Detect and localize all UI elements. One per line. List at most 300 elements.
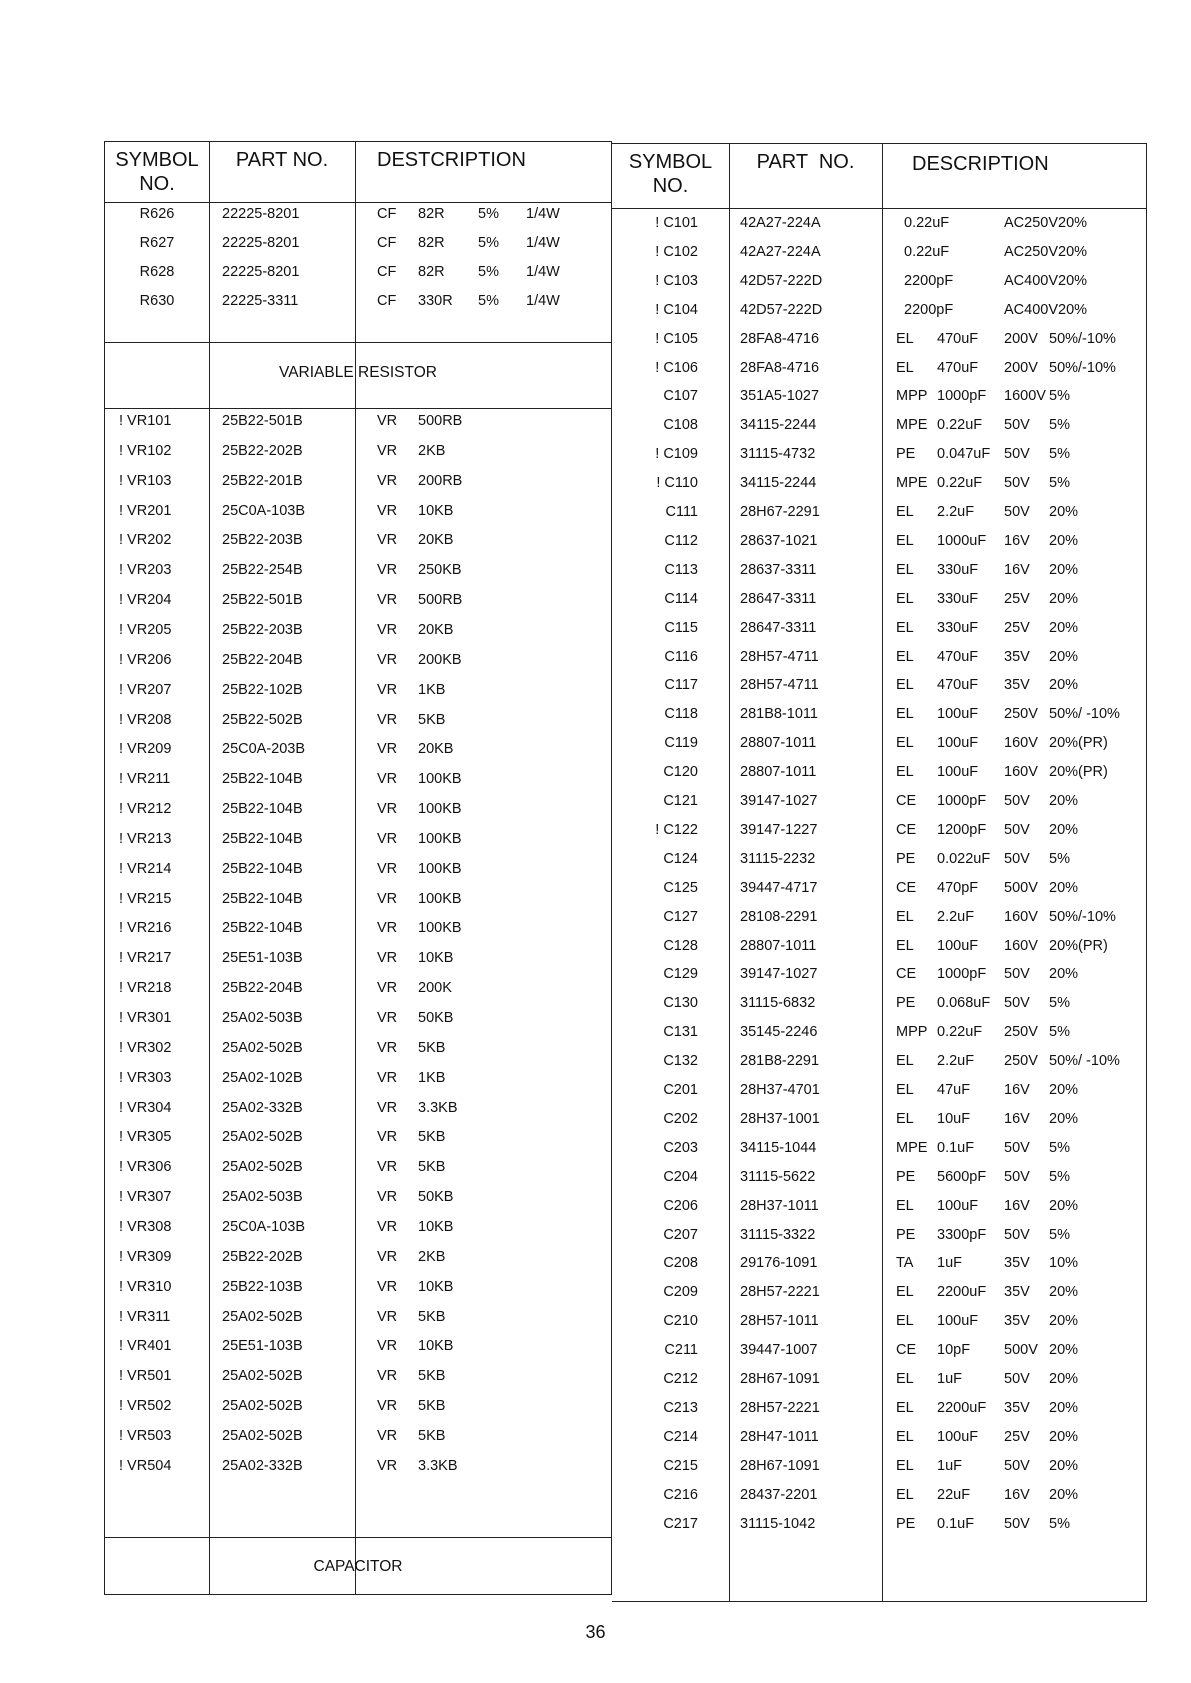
- desc-tolerance-cell: 20%: [1049, 677, 1079, 694]
- part-no-cell: 25A02-502B: [222, 1039, 303, 1056]
- desc-value-cell: 0.22uF: [937, 417, 983, 434]
- desc-value-cell: 0.22uF: [937, 475, 983, 492]
- symbol-cell: ! VR206: [119, 651, 172, 668]
- column-divider: [355, 142, 356, 1594]
- desc-type-cell: CE: [896, 1342, 917, 1359]
- desc-value-cell: 0.047uF: [937, 446, 991, 463]
- part-no-cell: 25B22-203B: [222, 621, 303, 638]
- section-variable-resistor: VARIABLE RESISTOR: [279, 364, 437, 381]
- desc-value-cell: 2200uF: [937, 1284, 987, 1301]
- desc-value-cell: 100uF: [937, 706, 979, 723]
- symbol-cell: ! C122: [655, 821, 698, 838]
- symbol-cell: C206: [663, 1197, 698, 1214]
- desc-tolerance-cell: 50%/-10%: [1049, 330, 1116, 347]
- desc-tolerance-cell: 50%/-10%: [1049, 359, 1116, 376]
- desc-value-cell: 0.068uF: [937, 995, 991, 1012]
- symbol-cell: C204: [663, 1168, 698, 1185]
- desc-type-cell: VR: [377, 1129, 398, 1146]
- desc-type-cell: EL: [896, 1371, 914, 1387]
- desc-voltage-cell: 50V: [1004, 1139, 1030, 1156]
- desc-type-cell: EL: [896, 1082, 914, 1098]
- desc-voltage-cell: 50V: [1004, 1168, 1030, 1185]
- symbol-cell: C129: [663, 966, 698, 983]
- desc-type-cell: VR: [377, 860, 398, 877]
- desc-value-cell: 5KB: [418, 1398, 446, 1415]
- desc-type-cell: VR: [377, 442, 398, 459]
- desc-value-cell: 10KB: [418, 1278, 454, 1295]
- desc-type-cell: VR: [377, 830, 398, 847]
- part-no-cell: 25A02-102B: [222, 1069, 303, 1086]
- part-no-cell: 28H67-2291: [740, 504, 820, 520]
- desc-value-cell: 100KB: [418, 771, 462, 788]
- part-no-cell: 42A27-224A: [740, 215, 821, 231]
- symbol-cell: C116: [664, 648, 698, 665]
- part-no-cell: 28807-1011: [740, 735, 817, 752]
- part-no-cell: 25B22-102B: [222, 681, 303, 698]
- desc-tolerance-cell: 20%: [1049, 648, 1079, 665]
- desc-voltage-cell: 35V: [1004, 1255, 1030, 1272]
- right-parts-table: [612, 143, 1147, 1602]
- part-no-cell: 28108-2291: [740, 908, 818, 925]
- desc-type-cell: VR: [377, 920, 398, 937]
- part-no-cell: 25B22-104B: [222, 771, 303, 788]
- desc-value-cell: 100KB: [418, 860, 462, 877]
- desc-tolerance-cell: 20%: [1049, 532, 1079, 549]
- desc-value-cell: 470uF: [937, 677, 979, 694]
- desc-voltage-cell: 500V: [1004, 879, 1038, 896]
- desc-rating-cell: 1/4W: [526, 264, 560, 280]
- desc-voltage-cell: 25V: [1004, 590, 1030, 607]
- part-no-cell: 28637-3311: [740, 561, 817, 578]
- part-no-cell: 28H37-4701: [740, 1082, 820, 1098]
- desc-value-cell: 100KB: [418, 920, 462, 937]
- part-no-cell: 25B22-104B: [222, 830, 303, 847]
- desc-type-cell: EL: [896, 648, 914, 665]
- part-no-cell: 25B22-104B: [222, 920, 303, 937]
- desc-rating-cell: AC400V20%: [1004, 301, 1088, 318]
- part-no-cell: 25E51-103B: [222, 1338, 303, 1355]
- desc-type-cell: CF: [377, 264, 397, 280]
- desc-voltage-cell: 35V: [1004, 648, 1030, 665]
- part-no-cell: 25C0A-103B: [222, 1218, 306, 1235]
- desc-voltage-cell: 35V: [1004, 1313, 1030, 1330]
- part-no-cell: 28H57-2221: [740, 1284, 820, 1301]
- desc-value-cell: 1200pF: [937, 821, 987, 838]
- part-no-cell: 25A02-332B: [222, 1099, 303, 1116]
- desc-type-cell: VR: [377, 771, 398, 788]
- desc-tolerance-cell: 20%: [1049, 1313, 1079, 1330]
- desc-type-cell: EL: [896, 590, 914, 607]
- part-no-cell: 25B22-501B: [222, 413, 303, 429]
- desc-type-cell: PE: [896, 1168, 916, 1185]
- desc-voltage-cell: 25V: [1004, 1428, 1030, 1445]
- desc-type-cell: VR: [377, 890, 398, 907]
- desc-value-cell: 5KB: [418, 1427, 446, 1444]
- desc-type-cell: VR: [377, 1159, 398, 1176]
- desc-voltage-cell: 50V: [1004, 475, 1030, 492]
- desc-type-cell: VR: [377, 801, 398, 818]
- desc-type-cell: EL: [896, 937, 914, 954]
- desc-value-cell: 0.22uF: [937, 1024, 983, 1041]
- desc-type-cell: VR: [377, 1010, 398, 1026]
- desc-value-cell: 3300pF: [937, 1226, 987, 1243]
- desc-type-cell: VR: [377, 1189, 398, 1206]
- desc-value-cell: 5KB: [418, 1308, 446, 1325]
- symbol-cell: ! VR502: [119, 1398, 172, 1415]
- desc-value-cell: 500RB: [418, 413, 463, 429]
- symbol-cell: ! VR211: [119, 771, 171, 788]
- section-divider: [105, 342, 611, 343]
- section-divider: [105, 408, 611, 409]
- part-no-cell: 25B22-203B: [222, 532, 303, 549]
- symbol-cell: R630: [139, 293, 175, 309]
- desc-voltage-cell: 16V: [1004, 1197, 1030, 1214]
- desc-value-cell: 2200uF: [937, 1399, 987, 1416]
- desc-type-cell: VR: [377, 741, 398, 758]
- header-divider: [612, 208, 1146, 209]
- part-no-cell: 28H37-1001: [740, 1110, 820, 1127]
- symbol-cell: C209: [663, 1284, 698, 1301]
- desc-value-cell: 50KB: [418, 1189, 454, 1206]
- symbol-cell: C119: [664, 735, 698, 752]
- part-no-cell: 34115-1044: [740, 1139, 817, 1156]
- symbol-cell: C107: [663, 388, 698, 405]
- symbol-cell: ! VR309: [119, 1248, 172, 1265]
- symbol-cell: ! VR217: [119, 950, 172, 967]
- part-no-cell: 25B22-103B: [222, 1278, 303, 1295]
- part-no-cell: 25A02-503B: [222, 1010, 303, 1026]
- symbol-cell: C201: [663, 1082, 698, 1098]
- desc-type-cell: TA: [896, 1255, 914, 1272]
- part-no-cell: 22225-8201: [222, 206, 300, 222]
- desc-value-cell: 100uF: [937, 1428, 979, 1445]
- part-no-cell: 34115-2244: [740, 475, 817, 492]
- desc-voltage-cell: 160V: [1004, 937, 1038, 954]
- desc-type-cell: EL: [896, 1197, 914, 1214]
- desc-value-cell: 500RB: [418, 592, 463, 609]
- desc-value-cell: 10KB: [418, 1218, 454, 1235]
- desc-type-cell: VR: [377, 1248, 398, 1265]
- symbol-cell: ! VR504: [119, 1457, 172, 1474]
- desc-value-cell: 3.3KB: [418, 1099, 458, 1116]
- desc-voltage-cell: 50V: [1004, 1457, 1030, 1474]
- desc-voltage-cell: 250V: [1004, 1024, 1038, 1041]
- symbol-cell: C114: [664, 590, 698, 607]
- desc-type-cell: PE: [896, 850, 916, 867]
- desc-tolerance-cell: 20%: [1049, 1342, 1079, 1359]
- desc-value-cell: 470pF: [937, 879, 979, 896]
- desc-tolerance-cell: 50%/ -10%: [1049, 1053, 1120, 1070]
- symbol-cell: R627: [139, 235, 175, 251]
- desc-value-cell: 82R: [418, 235, 445, 251]
- desc-type-cell: VR: [377, 980, 398, 997]
- part-no-cell: 39147-1027: [740, 966, 818, 983]
- desc-tolerance-cell: 5%: [1049, 417, 1070, 434]
- desc-type-cell: VR: [377, 1427, 398, 1444]
- desc-value-cell: 1000pF: [937, 388, 987, 405]
- desc-tolerance-cell: 20%(PR): [1049, 735, 1108, 752]
- header-part-no: PART NO.: [235, 149, 329, 171]
- desc-value-cell: 5600pF: [937, 1168, 987, 1185]
- desc-value-cell: 5KB: [418, 1159, 446, 1176]
- symbol-cell: ! VR308: [119, 1218, 172, 1235]
- desc-tolerance-cell: 20%: [1049, 1399, 1079, 1416]
- symbol-cell: ! VR307: [119, 1189, 172, 1206]
- desc-voltage-cell: 16V: [1004, 1486, 1030, 1503]
- desc-type-cell: EL: [896, 764, 914, 781]
- desc-tolerance-cell: 20%(PR): [1049, 937, 1108, 954]
- part-no-cell: 29176-1091: [740, 1255, 818, 1272]
- symbol-cell: ! C106: [655, 359, 698, 376]
- desc-value-cell: 1000uF: [937, 532, 987, 549]
- symbol-cell: C120: [663, 764, 698, 781]
- desc-type-cell: EL: [896, 677, 914, 694]
- part-no-cell: 25C0A-103B: [222, 502, 306, 519]
- part-no-cell: 281B8-2291: [740, 1053, 820, 1070]
- desc-voltage-cell: 160V: [1004, 764, 1038, 781]
- part-no-cell: 25B22-204B: [222, 651, 303, 668]
- part-no-cell: 28437-2201: [740, 1486, 818, 1503]
- desc-type-cell: VR: [377, 413, 398, 429]
- symbol-cell: ! C101: [655, 215, 698, 231]
- part-no-cell: 25B22-502B: [222, 711, 303, 728]
- desc-type-cell: EL: [896, 706, 914, 723]
- desc-type-cell: VR: [377, 1308, 398, 1325]
- column-divider: [729, 144, 730, 1601]
- desc-tolerance-cell: 20%: [1049, 1082, 1079, 1098]
- desc-type-cell: PE: [896, 1515, 916, 1532]
- desc-type-cell: MPE: [896, 417, 928, 434]
- desc-voltage-cell: 250V: [1004, 706, 1038, 723]
- desc-tolerance-cell: 5%: [478, 206, 499, 222]
- desc-value-cell: 2200pF: [904, 272, 954, 289]
- desc-value-cell: 2.2uF: [937, 908, 975, 925]
- desc-type-cell: EL: [896, 330, 914, 347]
- desc-value-cell: 100KB: [418, 830, 462, 847]
- section-divider: [105, 1537, 611, 1538]
- part-no-cell: 31115-4732: [740, 446, 816, 463]
- desc-tolerance-cell: 20%: [1049, 504, 1079, 520]
- part-no-cell: 25B22-104B: [222, 801, 303, 818]
- desc-value-cell: 5KB: [418, 711, 446, 728]
- symbol-cell: C128: [663, 937, 698, 954]
- desc-value-cell: 470uF: [937, 330, 979, 347]
- part-no-cell: 28H47-1011: [740, 1428, 819, 1445]
- desc-voltage-cell: 50V: [1004, 417, 1030, 434]
- symbol-cell: ! VR201: [119, 502, 172, 519]
- symbol-cell: ! VR103: [119, 472, 172, 489]
- desc-rating-cell: AC250V20%: [1004, 215, 1088, 231]
- desc-value-cell: 470uF: [937, 359, 979, 376]
- part-no-cell: 28H37-1011: [740, 1197, 819, 1214]
- symbol-cell: C115: [664, 619, 698, 636]
- desc-type-cell: VR: [377, 621, 398, 638]
- symbol-cell: C127: [663, 908, 698, 925]
- desc-value-cell: 47uF: [937, 1082, 971, 1098]
- desc-value-cell: 3.3KB: [418, 1457, 458, 1474]
- symbol-cell: ! VR304: [119, 1099, 172, 1116]
- symbol-cell: C111: [665, 504, 698, 520]
- section-capacitor: CAPACITOR: [313, 1558, 403, 1575]
- desc-value-cell: 10uF: [937, 1110, 971, 1127]
- desc-tolerance-cell: 20%: [1049, 619, 1079, 636]
- desc-tolerance-cell: 50%/ -10%: [1049, 706, 1120, 723]
- part-no-cell: 39147-1227: [740, 821, 818, 838]
- symbol-cell: C217: [663, 1515, 698, 1532]
- desc-voltage-cell: 50V: [1004, 995, 1030, 1012]
- desc-value-cell: 330uF: [937, 619, 979, 636]
- part-no-cell: 28647-3311: [740, 619, 817, 636]
- desc-value-cell: 1uF: [937, 1371, 962, 1387]
- desc-type-cell: VR: [377, 950, 398, 967]
- symbol-cell: ! VR401: [119, 1338, 172, 1355]
- desc-tolerance-cell: 20%: [1049, 590, 1079, 607]
- symbol-cell: ! VR203: [119, 562, 172, 579]
- symbol-cell: ! C110: [656, 475, 698, 492]
- desc-tolerance-cell: 5%: [1049, 1139, 1070, 1156]
- column-divider: [209, 142, 210, 1594]
- desc-tolerance-cell: 5%: [1049, 475, 1070, 492]
- part-no-cell: 25A02-332B: [222, 1457, 303, 1474]
- desc-value-cell: 20KB: [418, 741, 454, 758]
- symbol-cell: C118: [664, 706, 698, 723]
- left-parts-table: [104, 141, 612, 1595]
- symbol-cell: ! VR303: [119, 1069, 172, 1086]
- desc-value-cell: 20KB: [418, 532, 454, 549]
- header-description: DESTCRIPTION: [377, 149, 526, 171]
- part-no-cell: 28H67-1091: [740, 1371, 820, 1387]
- symbol-cell: ! VR501: [119, 1368, 172, 1385]
- desc-value-cell: 2KB: [418, 442, 446, 459]
- desc-tolerance-cell: 5%: [1049, 388, 1070, 405]
- desc-type-cell: VR: [377, 502, 398, 519]
- desc-value-cell: 1000pF: [937, 793, 987, 809]
- desc-voltage-cell: 50V: [1004, 966, 1030, 983]
- part-no-cell: 25B22-501B: [222, 592, 303, 609]
- desc-type-cell: VR: [377, 532, 398, 549]
- desc-value-cell: 1uF: [937, 1255, 962, 1272]
- part-no-cell: 25A02-502B: [222, 1368, 303, 1385]
- part-no-cell: 25B22-202B: [222, 442, 303, 459]
- desc-tolerance-cell: 20%: [1049, 879, 1079, 896]
- desc-type-cell: MPP: [896, 1024, 928, 1041]
- desc-rating-cell: 1/4W: [526, 206, 560, 222]
- desc-voltage-cell: 160V: [1004, 735, 1038, 752]
- desc-rating-cell: 1/4W: [526, 235, 560, 251]
- part-no-cell: 22225-8201: [222, 264, 300, 280]
- desc-type-cell: CF: [377, 293, 397, 309]
- desc-value-cell: 2.2uF: [937, 504, 975, 520]
- symbol-cell: R626: [139, 206, 175, 222]
- desc-value-cell: 330R: [418, 293, 453, 309]
- symbol-cell: C108: [663, 417, 698, 434]
- symbol-cell: ! VR301: [119, 1010, 172, 1026]
- page-number: 36: [585, 1622, 606, 1642]
- part-no-cell: 28FA8-4716: [740, 359, 820, 376]
- desc-value-cell: 100KB: [418, 801, 462, 818]
- desc-type-cell: EL: [896, 1486, 914, 1503]
- part-no-cell: 39147-1027: [740, 793, 818, 809]
- desc-tolerance-cell: 5%: [1049, 850, 1070, 867]
- desc-type-cell: EL: [896, 1313, 914, 1330]
- part-no-cell: 28647-3311: [740, 590, 817, 607]
- desc-type-cell: EL: [896, 359, 914, 376]
- part-no-cell: 25A02-502B: [222, 1159, 303, 1176]
- desc-type-cell: CF: [377, 235, 397, 251]
- desc-value-cell: 82R: [418, 264, 445, 280]
- symbol-cell: ! VR503: [119, 1427, 172, 1444]
- desc-value-cell: 0.22uF: [904, 243, 950, 260]
- desc-tolerance-cell: 20%: [1049, 561, 1079, 578]
- part-no-cell: 31115-6832: [740, 995, 816, 1012]
- desc-value-cell: 1KB: [418, 1069, 446, 1086]
- desc-tolerance-cell: 20%: [1049, 1486, 1079, 1503]
- part-no-cell: 25A02-502B: [222, 1129, 303, 1146]
- desc-voltage-cell: 50V: [1004, 504, 1030, 520]
- symbol-cell: ! C103: [655, 272, 698, 289]
- desc-voltage-cell: 16V: [1004, 561, 1030, 578]
- part-no-cell: 25B22-201B: [222, 472, 303, 489]
- desc-voltage-cell: 250V: [1004, 1053, 1038, 1070]
- desc-value-cell: 0.022uF: [937, 850, 991, 867]
- part-no-cell: 28H57-4711: [740, 677, 819, 694]
- symbol-cell: ! VR216: [119, 920, 172, 937]
- symbol-cell: ! VR306: [119, 1159, 172, 1176]
- part-no-cell: 28H57-1011: [740, 1313, 819, 1330]
- part-no-cell: 31115-1042: [740, 1515, 816, 1532]
- desc-tolerance-cell: 20%: [1049, 1284, 1079, 1301]
- symbol-cell: C113: [664, 561, 698, 578]
- desc-tolerance-cell: 20%: [1049, 966, 1079, 983]
- part-no-cell: 351A5-1027: [740, 388, 820, 405]
- symbol-cell: ! VR212: [119, 801, 172, 818]
- part-no-cell: 34115-2244: [740, 417, 817, 434]
- desc-value-cell: 0.22uF: [904, 215, 950, 231]
- desc-voltage-cell: 50V: [1004, 1226, 1030, 1243]
- symbol-cell: C214: [663, 1428, 698, 1445]
- symbol-cell: C208: [663, 1255, 698, 1272]
- symbol-cell: C215: [663, 1457, 698, 1474]
- desc-voltage-cell: 500V: [1004, 1342, 1038, 1359]
- desc-voltage-cell: 16V: [1004, 1110, 1030, 1127]
- desc-type-cell: CE: [896, 821, 917, 838]
- desc-voltage-cell: 35V: [1004, 1399, 1030, 1416]
- desc-value-cell: 330uF: [937, 561, 979, 578]
- symbol-cell: ! VR205: [119, 621, 172, 638]
- part-no-cell: 25B22-202B: [222, 1248, 303, 1265]
- desc-voltage-cell: 50V: [1004, 446, 1030, 463]
- desc-tolerance-cell: 5%: [1049, 1515, 1070, 1532]
- desc-tolerance-cell: 20%: [1049, 1110, 1079, 1127]
- symbol-cell: C132: [663, 1053, 698, 1070]
- part-no-cell: 28637-1021: [740, 532, 818, 549]
- desc-tolerance-cell: 20%: [1049, 1428, 1079, 1445]
- part-no-cell: 31115-3322: [740, 1226, 816, 1243]
- desc-type-cell: EL: [896, 504, 914, 520]
- desc-value-cell: 1000pF: [937, 966, 987, 983]
- desc-type-cell: EL: [896, 1457, 914, 1474]
- desc-type-cell: PE: [896, 446, 916, 463]
- desc-type-cell: VR: [377, 1368, 398, 1385]
- desc-value-cell: 2200pF: [904, 301, 954, 318]
- desc-type-cell: VR: [377, 472, 398, 489]
- desc-type-cell: VR: [377, 1398, 398, 1415]
- desc-value-cell: 82R: [418, 206, 445, 222]
- desc-value-cell: 5KB: [418, 1129, 446, 1146]
- desc-voltage-cell: 35V: [1004, 677, 1030, 694]
- desc-type-cell: EL: [896, 735, 914, 752]
- desc-tolerance-cell: 5%: [478, 235, 499, 251]
